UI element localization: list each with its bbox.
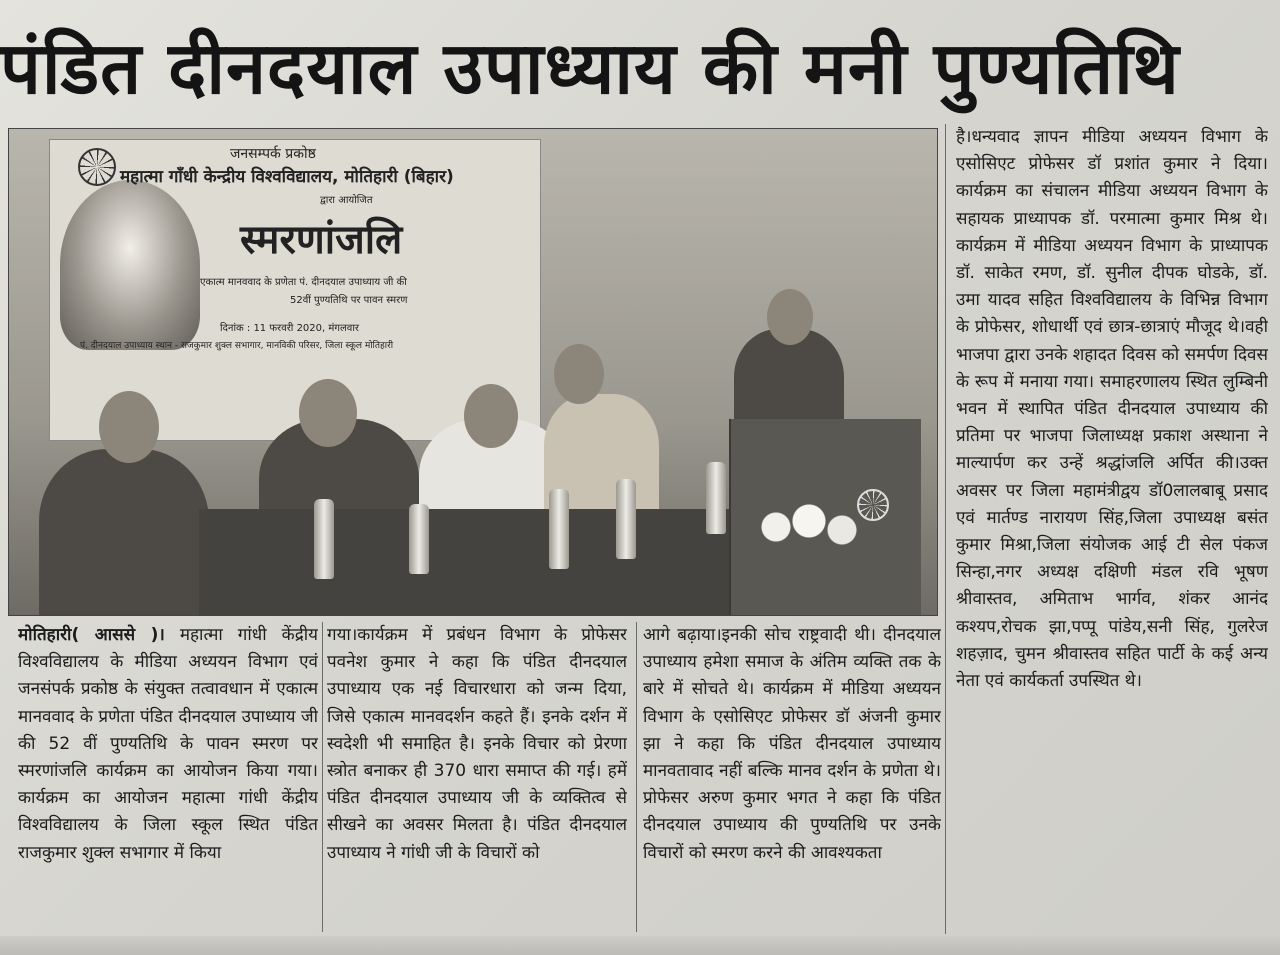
column-rule [945,124,946,934]
banner-venue: पं. दीनदयाल उपाध्याय स्थान - राजकुमार शुक्ल सभागार, मानविकी परिसर, जिला स्कूल मोतिहारी [80,341,394,351]
banner-subtitle-1: एकात्म मानववाद के प्रणेता पं. दीनदयाल उपाध्याय जी की [200,277,407,288]
headline: पंडित दीनदयाल उपाध्याय की मनी पुण्यतिथि [0,26,1180,110]
next-article-cutoff [0,936,1280,955]
bottle-1 [314,499,334,579]
column-rule [636,622,637,932]
person-2-head [299,379,357,447]
banner-title: स्मरणांजलि [240,217,403,263]
university-logo-icon [78,148,116,186]
person-1 [39,449,209,616]
person-1-head [99,391,159,463]
article-column-2 [327,622,627,932]
bottle-3 [549,489,569,569]
article-column-4 [956,124,1268,934]
article-column-3 [643,622,941,932]
column-rule [322,622,323,932]
banner-subtitle-2: 52वीं पुण्यतिथि पर पावन स्मरण [290,295,408,306]
bottle-2 [409,504,429,574]
speaker-head [767,289,813,345]
column-4-text: है।धन्यवाद ज्ञापन मीडिया अध्ययन विभाग के एसोसिएट प्रोफेसर डॉ प्रशांत कुमार ने दिया।कार्यक्रम का संचालन मीडिया अध्ययन विभाग के सहायक प्राध्यापक डॉ. परमात्मा कुमार मिश्र थे। कार्यक्रम में मीडिया अध्ययन विभाग के प्राध्यापक डॉ. साकेत रमण, डॉ. सुनील दीपक घोडके, डॉ. उमा यादव सहित विश्वविद्यालय के विभिन्न विभाग के प्रोफेसर, शोधार्थी एवं छात्र-छात्राएं मौजूद थे।वही भाजपा द्वारा उनके शहादत दिवस को समर्पण दिवस के रूप में मनाया गया। समाहरणालय स्थित लुम्बिनी भवन में स्थापित पंडित दीनदयाल उपाध्याय की प्रतिमा पर भाजपा जिलाध्यक्ष प्रकाश अस्थाना ने माल्यार्पण कर उन्हें श्रद्धांजलि अर्पित की।उक्त अवसर पर जिला महामंत्रीद्वय डॉ0लालबाबू प्रसाद एवं मार्तण्ड नारायण सिंह,जिला उपाध्यक्ष बसंत कुमार मिश्रा,जिला संयोजक आई टी सेल पंकज सिन्हा,नगर अध्यक्ष दक्षिणी मंडल रवि भूषण श्रीवास्तव, अमिताभ भार्गव, शंकर आनंद कश्यप,रोचक झा,पप्पू पांडेय,सनी सिंह, गुलरेज शहज़ाद, चुमन श्रीवास्तव सहित पार्टी के कई अन्य नेता एवं कार्यकर्ता उपस्थित थे। [956,127,1268,692]
event-photo [8,128,938,616]
banner-top-line: जनसम्पर्क प्रकोष्ठ [230,146,316,162]
person-3-head [464,384,518,448]
banner-organised-by: द्वारा आयोजित [320,195,373,206]
flower-decoration [754,497,864,557]
banner-university: महात्मा गाँधी केन्द्रीय विश्वविद्यालय, मोतिहारी (बिहार) [120,167,454,187]
dateline: मोतिहारी( आससे )। [18,625,165,645]
column-3-text: आगे बढ़ाया।इनकी सोच राष्ट्रवादी थी। दीनदयाल उपाध्याय हमेशा समाज के अंतिम व्यक्ति तक के बारे में सोचते थे। कार्यक्रम में मीडिया अध्ययन विभाग के एसोसिएट प्रोफेसर डॉ अंजनी कुमार झा ने कहा कि पंडित दीनदयाल उपाध्याय मानवतावाद नहीं बल्कि मानव दर्शन के प्रणेता थे। प्रोफेसर अरुण कुमार भगत ने कहा कि पंडित दीनदयाल उपाध्याय की पुण्यतिथि पर उनके विचारों को स्मरण करने की आवश्यकता [643,625,941,863]
bottle-5 [706,462,726,534]
bottle-4 [616,479,636,559]
banner-date: दिनांक : 11 फरवरी 2020, मंगलवार [220,323,360,334]
article-column-1 [18,622,318,932]
portrait-image [60,180,200,350]
person-4-head [554,344,604,404]
column-1-text: महात्मा गांधी केंद्रीय विश्वविद्यालय के मीडिया अध्ययन विभाग एवं जनसंपर्क प्रकोष्ठ के संयुक्त तत्वावधान में एकात्म मानववाद के प्रणेता पंडित दीनदयाल उपाध्याय जी की 52 वीं पुण्यतिथि के पावन स्मरण पर स्मरणांजलि कार्यक्रम का आयोजन किया गया।कार्यक्रम का आयोजन महात्मा गांधी केंद्रीय विश्वविद्यालय के जिला स्कूल स्थित पंडित राजकुमार शुक्ल सभागार में किया [18,625,318,863]
column-2-text: गया।कार्यक्रम में प्रबंधन विभाग के प्रोफेसर पवनेश कुमार ने कहा कि पंडित दीनदयाल उपाध्याय एक नई विचारधारा को जन्म दिया, जिसे एकात्म मानवदर्शन कहते हैं। इनके दर्शन में स्वदेशी भी समाहित है। इनके विचार को प्रेरणा स्त्रोत बनाकर ही 370 धारा समाप्त की गई। हमें पंडित दीनदयाल उपाध्याय जी के व्यक्तित्व से सीखने का अवसर मिलता है। पंडित दीनदयाल उपाध्याय ने गांधी जी के विचारों को [327,625,627,863]
